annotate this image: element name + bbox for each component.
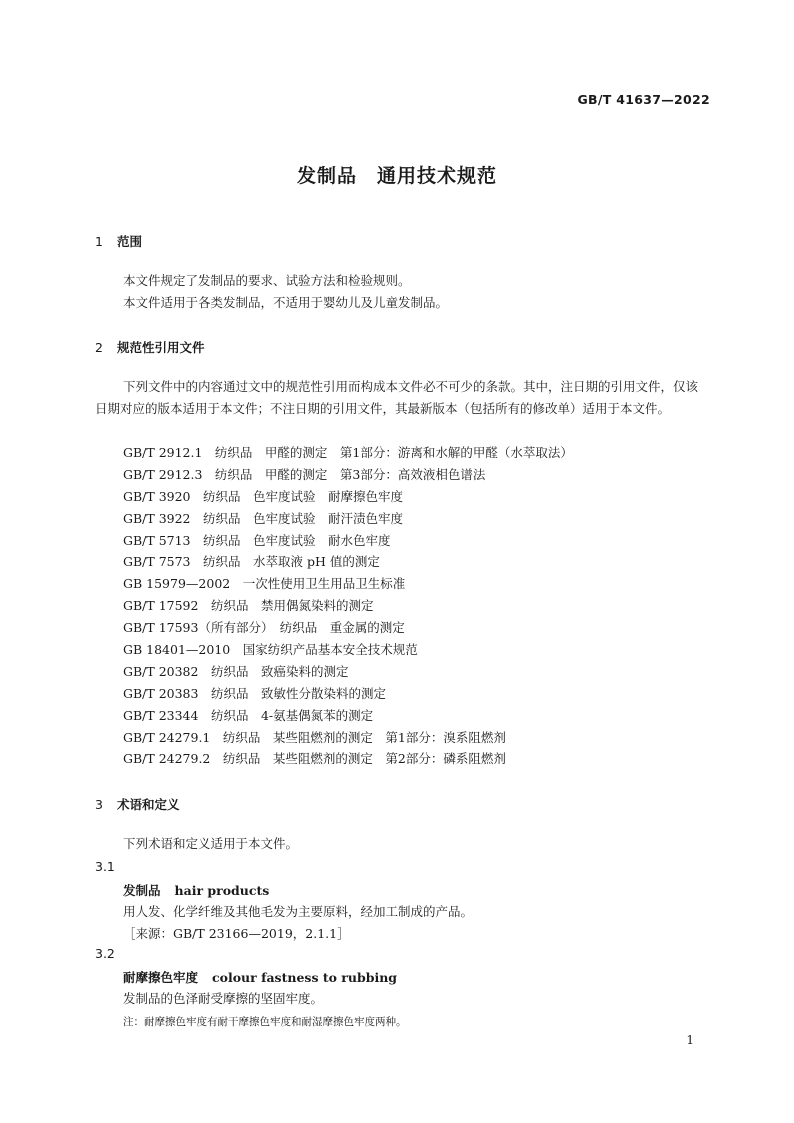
term-number: 3.2 bbox=[95, 946, 115, 961]
term-entry bbox=[123, 881, 269, 899]
section-number: 2 bbox=[95, 340, 103, 355]
reference-item: GB/T 24279.2 纺织品 某些阻燃剂的测定 第2部分：磷系阻燃剂 bbox=[123, 751, 506, 767]
term-note: 注：耐摩擦色牢度有耐干摩擦色牢度和耐湿摩擦色牢度两种。 bbox=[123, 1016, 407, 1028]
reference-item: GB/T 2912.3 纺织品 甲醛的测定 第3部分：高效液相色谱法 bbox=[123, 466, 486, 482]
section-1-paragraph-1: 本文件规定了发制品的要求、试验方法和检验规则。 bbox=[123, 273, 411, 288]
section-title: 范围 bbox=[117, 234, 143, 249]
reference-item: GB 18401—2010 国家纺织产品基本安全技术规范 bbox=[123, 642, 418, 658]
section-2-intro: 下列文件中的内容通过文中的规范性引用而构成本文件必不可少的条款。其中，注日期的引用文件，仅该日期对应的版本适用于本文件；不注日期的引用文件，其最新版本（包括所有的修改单）适用于本文件。 bbox=[95, 379, 699, 416]
term-entry bbox=[123, 968, 397, 986]
reference-list bbox=[123, 442, 573, 770]
standard-code: GB/T 41637—2022 bbox=[577, 92, 710, 107]
term-source: ［来源：GB/T 23166—2019，2.1.1］ bbox=[123, 926, 350, 941]
term-chinese: 发制品 bbox=[123, 883, 161, 898]
reference-item: GB/T 7573 纺织品 水萃取液 pH 值的测定 bbox=[123, 554, 380, 570]
section-2-heading bbox=[95, 338, 205, 356]
term-definition: 用人发、化学纤维及其他毛发为主要原料，经加工制成的产品。 bbox=[123, 904, 474, 919]
section-title: 规范性引用文件 bbox=[117, 340, 205, 355]
term-chinese: 耐摩擦色牢度 bbox=[123, 970, 199, 985]
section-number: 3 bbox=[95, 797, 103, 812]
reference-item: GB/T 23344 纺织品 4-氨基偶氮苯的测定 bbox=[123, 707, 374, 723]
section-number: 1 bbox=[95, 234, 103, 249]
document-title: 发制品 通用技术规范 bbox=[296, 165, 497, 187]
term-english: hair products bbox=[174, 883, 270, 898]
section-3-intro: 下列术语和定义适用于本文件。 bbox=[123, 836, 299, 851]
section-3-heading bbox=[95, 795, 180, 813]
reference-item: GB/T 3922 纺织品 色牢度试验 耐汗渍色牢度 bbox=[123, 510, 404, 526]
term-definition: 发制品的色泽耐受摩擦的坚固牢度。 bbox=[123, 991, 324, 1006]
reference-item: GB 15979—2002 一次性使用卫生用品卫生标准 bbox=[123, 576, 406, 592]
reference-item: GB/T 2912.1 纺织品 甲醛的测定 第1部分：游离和水解的甲醛（水萃取法） bbox=[123, 445, 573, 460]
reference-item: GB/T 3920 纺织品 色牢度试验 耐摩擦色牢度 bbox=[123, 488, 404, 504]
reference-item: GB/T 5713 纺织品 色牢度试验 耐水色牢度 bbox=[123, 532, 391, 548]
reference-item: GB/T 24279.1 纺织品 某些阻燃剂的测定 第1部分：溴系阻燃剂 bbox=[123, 729, 506, 745]
term-number: 3.1 bbox=[95, 859, 115, 874]
reference-item: GB/T 17592 纺织品 禁用偶氮染料的测定 bbox=[123, 598, 374, 614]
section-1-paragraph-2: 本文件适用于各类发制品，不适用于婴幼儿及儿童发制品。 bbox=[123, 295, 449, 310]
section-title: 术语和定义 bbox=[117, 797, 180, 812]
reference-item: GB/T 17593（所有部分） 纺织品 重金属的测定 bbox=[123, 620, 405, 636]
reference-item: GB/T 20383 纺织品 致敏性分散染料的测定 bbox=[123, 685, 386, 701]
section-1-heading bbox=[95, 232, 142, 250]
page-number: 1 bbox=[686, 1033, 694, 1047]
term-english: colour fastness to rubbing bbox=[212, 970, 398, 985]
reference-item: GB/T 20382 纺织品 致癌染料的测定 bbox=[123, 663, 349, 679]
